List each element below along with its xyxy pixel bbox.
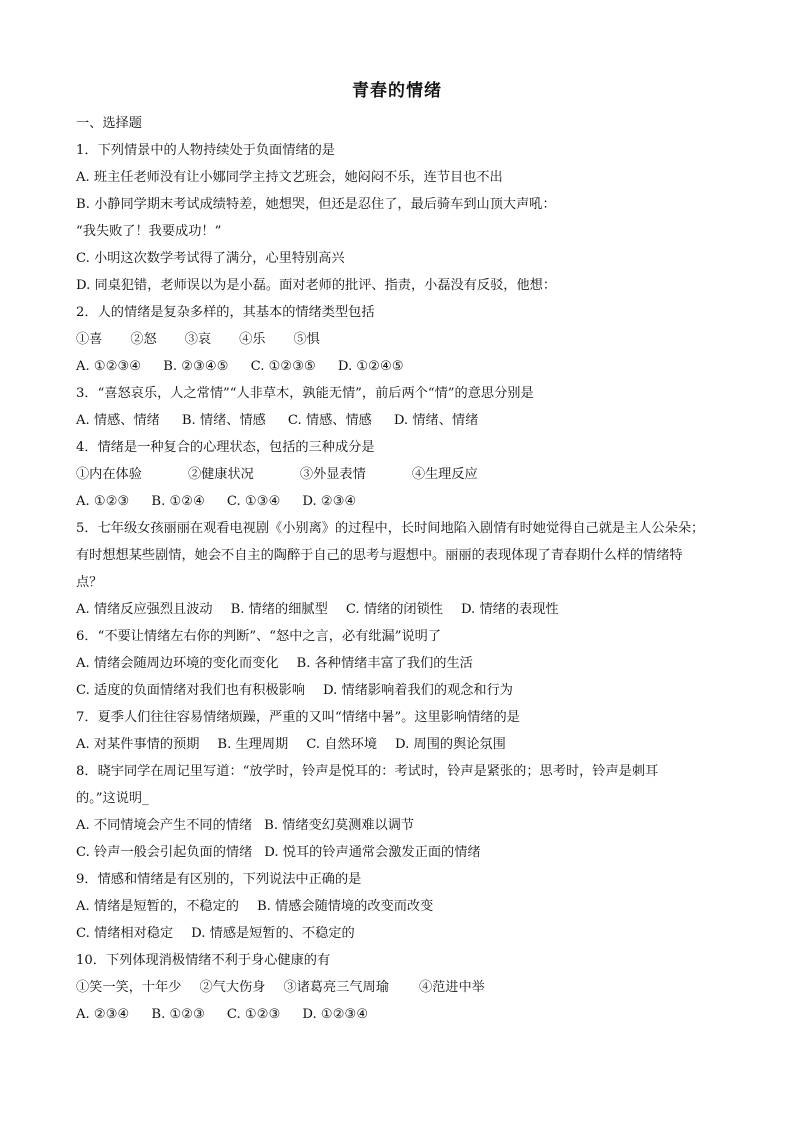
question-9-option-c: C. 情绪相对稳定 xyxy=(76,926,174,941)
question-2-option-d: D. ①②④⑤ xyxy=(337,359,404,374)
question-7-stem: 7．夏季人们往往容易情绪烦躁，严重的又叫“情绪中暑”。这里影响情绪的是 xyxy=(76,710,520,725)
question-9-option-d: D. 情感是短暂的、不稳定的 xyxy=(191,926,355,941)
question-2-options xyxy=(76,353,724,380)
question-2-option-c: C. ①②③⑤ xyxy=(250,359,316,374)
question-5-option-a: A. 情绪反应强烈且波动 xyxy=(76,602,213,617)
question-4-option-a: A. ①②③ xyxy=(76,494,130,509)
question-3-stem: 3．“喜怒哀乐，人之常情”“人非草木，孰能无情”，前后两个“情”的意思分别是 xyxy=(76,386,534,401)
question-4-option-b: B. ①②④ xyxy=(151,494,205,509)
question-5-stem-line3: 点？ xyxy=(76,575,103,590)
question-2-item: ①喜 xyxy=(76,332,103,347)
question-5-option-b: B. 情绪的细腻型 xyxy=(230,602,328,617)
question-7-option-d: D. 周围的舆论氛围 xyxy=(395,737,506,752)
question-8-option-d: D. 悦耳的铃声通常会激发正面的情绪 xyxy=(264,845,481,860)
question-8-stem-line2: 的。”这说明_ xyxy=(76,791,149,806)
question-4-item: ③外显表情 xyxy=(299,467,366,482)
question-1-stem: 1．下列情景中的人物持续处于负面情绪的是 xyxy=(76,143,335,158)
question-9-options-row2 xyxy=(76,920,724,947)
question-2-option-a: A. ①②③④ xyxy=(76,359,142,374)
question-8-option-a: A. 不同情境会产生不同的情绪 xyxy=(76,818,253,833)
question-6-option-a: A. 情绪会随周边环境的变化而变化 xyxy=(76,656,279,671)
question-2-item: ②怒 xyxy=(130,332,157,347)
question-6-options-row2 xyxy=(76,677,724,704)
question-10-item: ①笑一笑，十年少 xyxy=(76,980,182,995)
question-2-item: ⑤惧 xyxy=(293,332,320,347)
question-10-option-d: D. ①②③④ xyxy=(302,1007,369,1022)
question-2-stem: 2．人的情绪是复杂多样的，其基本的情绪类型包括 xyxy=(76,305,375,320)
question-10-options xyxy=(76,1001,724,1028)
document-body xyxy=(76,110,724,1028)
question-1-option-b-line2: “我失败了！我要成功！” xyxy=(76,224,222,239)
question-5-stem-line1: 5．七年级女孩丽丽在观看电视剧《小别离》的过程中，长时间地陷入剧情有时她觉得自己就是主人公朵朵； xyxy=(76,521,705,536)
question-3-option-c: C. 情感、情感 xyxy=(287,413,372,428)
question-4-stem: 4．情绪是一种复合的心理状态，包括的三种成分是 xyxy=(76,440,375,455)
question-7-option-a: A. 对某件事情的预期 xyxy=(76,737,200,752)
question-8-option-b: B. 情绪变幻莫测难以调节 xyxy=(264,818,415,833)
question-10-option-b: B. ①②③ xyxy=(151,1007,205,1022)
question-4-item: ①内在体验 xyxy=(76,467,142,482)
question-8-options-row1 xyxy=(76,812,724,839)
question-5-stem-line2: 有时想想某些剧情，她会不自主的陶醉于自己的思考与遐想中。丽丽的表现体现了青春期什么样的情绪特 xyxy=(76,548,683,563)
question-2-option-b: B. ②③④⑤ xyxy=(163,359,229,374)
question-4-item: ④生理反应 xyxy=(411,467,478,482)
question-9-options-row1 xyxy=(76,893,724,920)
question-2-items xyxy=(76,326,724,353)
question-3-option-a: A. 情感、情绪 xyxy=(76,413,160,428)
question-1-option-c: C. 小明这次数学考试得了满分，心里特别高兴 xyxy=(76,251,345,266)
question-3-option-b: B. 情绪、情感 xyxy=(181,413,266,428)
question-6-option-c: C. 适度的负面情绪对我们也有积极影响 xyxy=(76,683,306,698)
question-8-options-row2 xyxy=(76,839,724,866)
question-7-options xyxy=(76,731,724,758)
question-10-items xyxy=(76,974,724,1001)
question-3-options xyxy=(76,407,724,434)
section-heading: 一、选择题 xyxy=(76,116,142,131)
question-9-option-a: A. 情绪是短暂的，不稳定的 xyxy=(76,899,239,914)
question-1-option-a: A. 班主任老师没有让小娜同学主持文艺班会，她闷闷不乐，连节目也不出 xyxy=(76,170,503,185)
question-8-option-c: C. 铃声一般会引起负面的情绪 xyxy=(76,845,253,860)
question-10-item: ④范进中举 xyxy=(418,980,485,995)
document-title: 青春的情绪 xyxy=(352,81,442,101)
question-5-option-d: D. 情绪的表现性 xyxy=(460,602,559,617)
question-10-item: ③诸葛亮三气周瑜 xyxy=(283,980,389,995)
question-10-item: ②气大伤身 xyxy=(199,980,266,995)
question-7-option-b: B. 生理周期 xyxy=(217,737,289,752)
question-1-option-b-line1: B. 小静同学期末考试成绩特差，她想哭，但还是忍住了，最后骑车到山顶大声吼： xyxy=(76,197,556,212)
question-3-option-d: D. 情绪、情绪 xyxy=(393,413,479,428)
question-2-item: ③哀 xyxy=(184,332,212,347)
question-10-stem: 10．下列体现消极情绪不利于身心健康的有 xyxy=(76,953,331,968)
question-4-item: ②健康状况 xyxy=(187,467,254,482)
question-2-item: ④乐 xyxy=(239,332,266,347)
question-4-option-c: C. ①③④ xyxy=(226,494,281,509)
question-5-option-c: C. 情绪的闭锁性 xyxy=(345,602,443,617)
question-4-items xyxy=(76,461,724,488)
question-6-option-b: B. 各种情绪丰富了我们的生活 xyxy=(296,656,473,671)
question-6-option-d: D. 情绪影响着我们的观念和行为 xyxy=(323,683,513,698)
question-1-option-d: D. 同桌犯错，老师误以为是小磊。面对老师的批评、指责，小磊没有反驳，他想： xyxy=(76,278,557,293)
question-8-stem-line1: 8．晓宇同学在周记里写道：“放学时，铃声是悦耳的：考试时，铃声是紧张的；思考时，铃声是刺耳 xyxy=(76,764,659,779)
question-4-options xyxy=(76,488,724,515)
question-5-options xyxy=(76,596,724,623)
question-10-option-a: A. ②③④ xyxy=(76,1007,130,1022)
question-7-option-c: C. 自然环境 xyxy=(306,737,378,752)
question-10-option-c: C. ①②③ xyxy=(226,1007,281,1022)
question-6-options-row1 xyxy=(76,650,724,677)
question-6-stem: 6．“不要让情绪左右你的判断”、“怒中之言，必有纰漏”说明了 xyxy=(76,629,442,644)
question-4-option-d: D. ②③④ xyxy=(302,494,357,509)
question-9-option-b: B. 情感会随情境的改变而改变 xyxy=(256,899,434,914)
question-9-stem: 9．情感和情绪是有区别的，下列说法中正确的是 xyxy=(76,872,362,887)
